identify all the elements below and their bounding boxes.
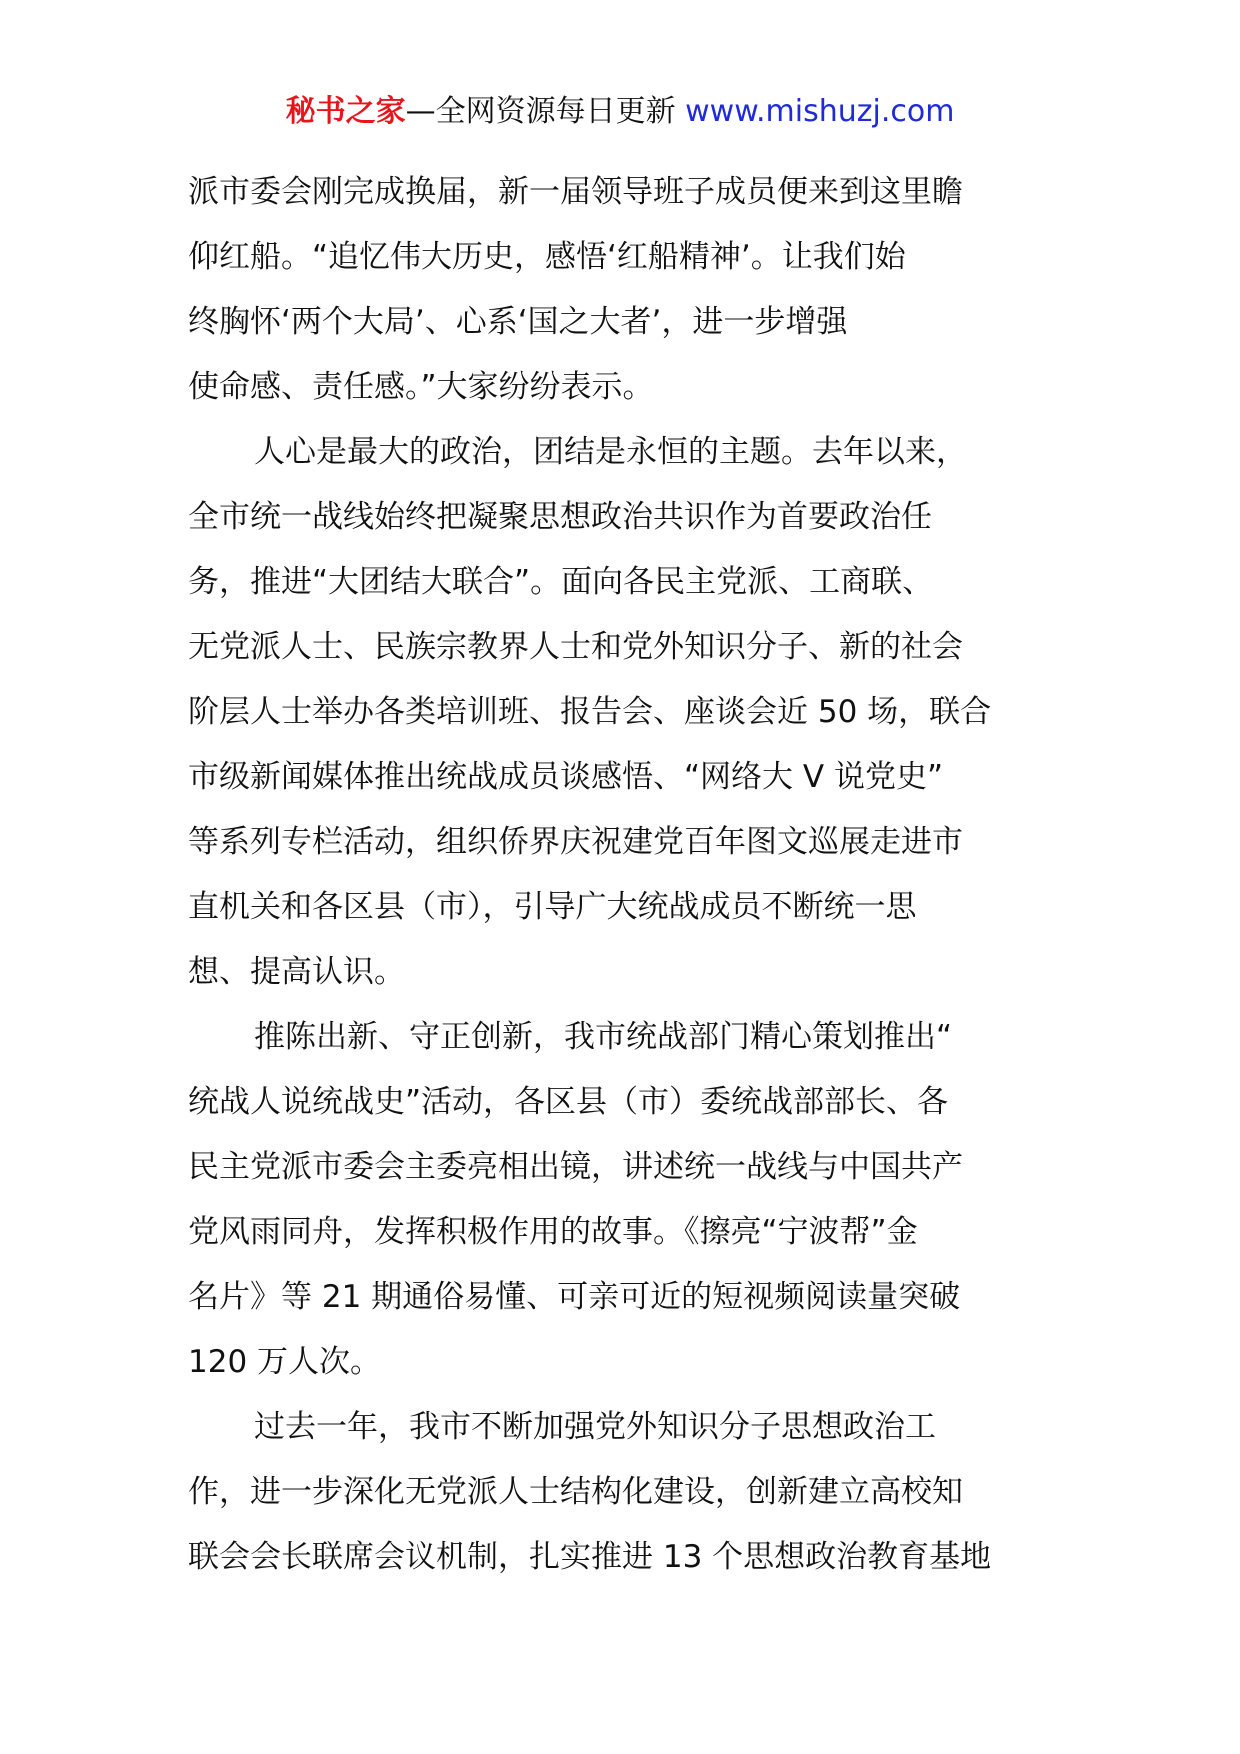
text-line: 推陈出新、守正创新，我市统战部门精心策划推出“ <box>254 1019 953 1055</box>
header-tagline: —全网资源每日更新 <box>405 94 676 129</box>
text-line: 市级新闻媒体推出统战成员谈感悟、“网络大 V 说党史” <box>188 759 944 795</box>
text-line: 终胸怀‘两个大局’、心系‘国之大者’，进一步增强 <box>188 304 848 340</box>
text-line: 统战人说统战史”活动，各区县（市）委统战部部长、各 <box>188 1084 949 1120</box>
site-url-link[interactable]: www.mishuzj.com <box>685 94 955 129</box>
text-line: 作，进一步深化无党派人士结构化建设，创新建立高校知 <box>188 1474 963 1510</box>
text-line: 120 万人次。 <box>188 1344 382 1380</box>
text-line: 使命感、责任感。”大家纷纷表示。 <box>188 369 654 405</box>
text-line: 过去一年，我市不断加强党外知识分子思想政治工 <box>254 1409 936 1445</box>
text-line: 仰红船。“追忆伟大历史，感悟‘红船精神’。让我们始 <box>188 239 906 275</box>
text-line: 派市委会刚完成换届，新一届领导班子成员便来到这里瞻 <box>188 174 963 210</box>
brand-name: 秘书之家 <box>285 94 406 129</box>
text-line: 名片》等 21 期通俗易懂、可亲可近的短视频阅读量突破 <box>188 1279 961 1315</box>
text-line: 全市统一战线始终把凝聚思想政治共识作为首要政治任 <box>188 499 932 535</box>
document-body <box>188 160 1060 1590</box>
text-line: 想、提高认识。 <box>188 954 405 990</box>
text-line: 党风雨同舟，发挥积极作用的故事。《擦亮“宁波帮”金 <box>188 1214 918 1250</box>
text-line: 联会会长联席会议机制，扎实推进 13 个思想政治教育基地 <box>188 1539 992 1575</box>
text-line: 人心是最大的政治，团结是永恒的主题。去年以来， <box>254 434 967 470</box>
text-line: 民主党派市委会主委亮相出镜，讲述统一战线与中国共产 <box>188 1149 963 1185</box>
text-line: 阶层人士举办各类培训班、报告会、座谈会近 50 场，联合 <box>188 694 992 730</box>
text-line: 无党派人士、民族宗教界人士和党外知识分子、新的社会 <box>188 629 963 665</box>
text-line: 直机关和各区县（市），引导广大统战成员不断统一思 <box>188 889 917 925</box>
text-line: 等系列专栏活动，组织侨界庆祝建党百年图文巡展走进市 <box>188 824 963 860</box>
site-header <box>0 92 1240 132</box>
text-line: 务，推进“大团结大联合”。面向各民主党派、工商联、 <box>188 564 934 600</box>
